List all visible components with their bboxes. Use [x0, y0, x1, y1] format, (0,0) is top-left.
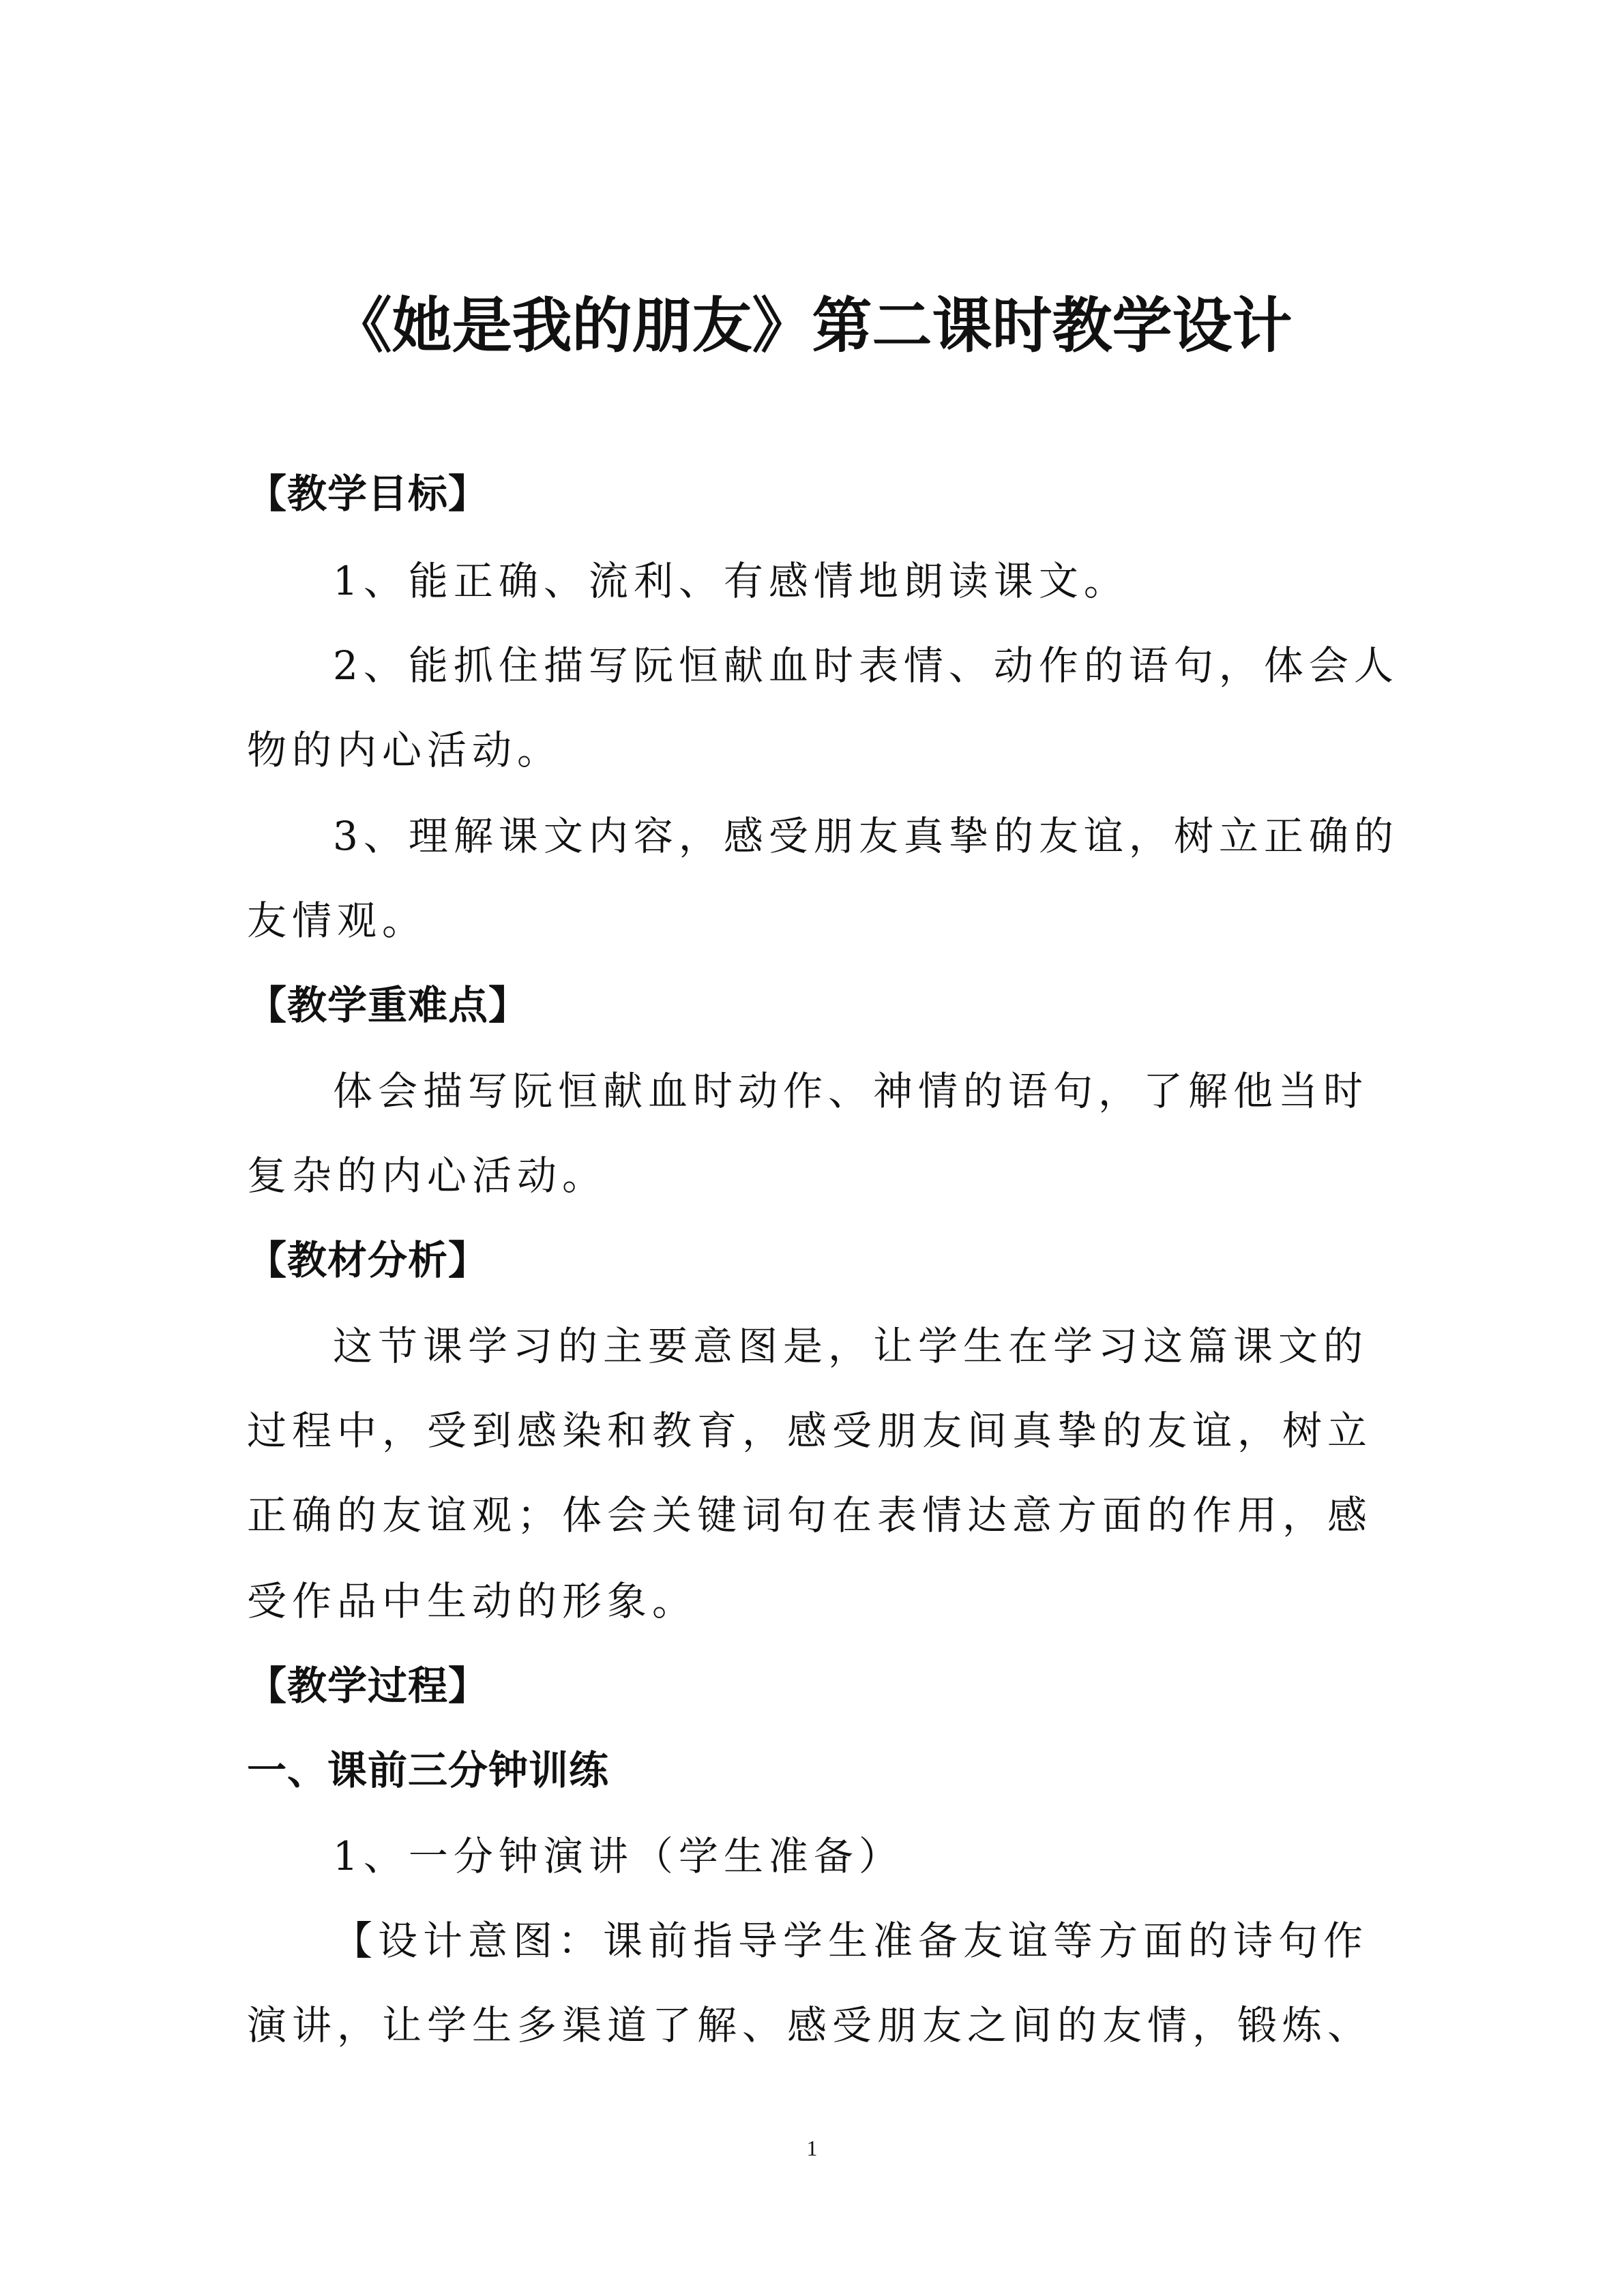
objective-item-2-line-1: 2、能抓住描写阮恒献血时表情、动作的语句，体会人	[333, 642, 1399, 689]
material-analysis-line-3: 正确的友谊观；体会关键词句在表情达意方面的作用，感	[247, 1492, 1373, 1538]
design-intent-line-2: 演讲，让学生多渠道了解、感受朋友之间的友情，锻炼、	[247, 2002, 1373, 2048]
objectives-heading: 【教学目标】	[247, 471, 489, 517]
material-analysis-line-2: 过程中，受到感染和教育，感受朋友间真挚的友谊，树立	[247, 1407, 1373, 1454]
material-analysis-heading: 【教材分析】	[247, 1237, 489, 1283]
objective-item-3-line-1: 3、理解课文内容，感受朋友真挚的友谊，树立正确的	[333, 813, 1399, 859]
key-points-heading: 【教学重难点】	[247, 982, 529, 1028]
objective-item-2-line-2: 物的内心活动。	[247, 727, 563, 773]
process-sub-heading-1: 一、课前三分钟训练	[247, 1747, 610, 1793]
key-points-line-1: 体会描写阮恒献血时动作、神情的语句，了解他当时	[333, 1068, 1369, 1114]
process-sub-1-item-1: 1、一分钟演讲（学生准备）	[333, 1833, 904, 1879]
design-intent-line-1: 【设计意图：课前指导学生准备友谊等方面的诗句作	[333, 1918, 1369, 1964]
objective-item-1: 1、能正确、流利、有感情地朗读课文。	[333, 558, 1129, 604]
objective-item-3-line-2: 友情观。	[247, 897, 428, 944]
process-heading: 【教学过程】	[247, 1663, 489, 1709]
material-analysis-line-4: 受作品中生动的形象。	[247, 1578, 698, 1624]
document-title: 《她是我的朋友》第二课时教学设计	[331, 290, 1293, 361]
key-points-line-2: 复杂的内心活动。	[247, 1152, 608, 1199]
page-number: 1	[806, 2136, 818, 2160]
material-analysis-line-1: 这节课学习的主要意图是，让学生在学习这篇课文的	[333, 1323, 1369, 1369]
